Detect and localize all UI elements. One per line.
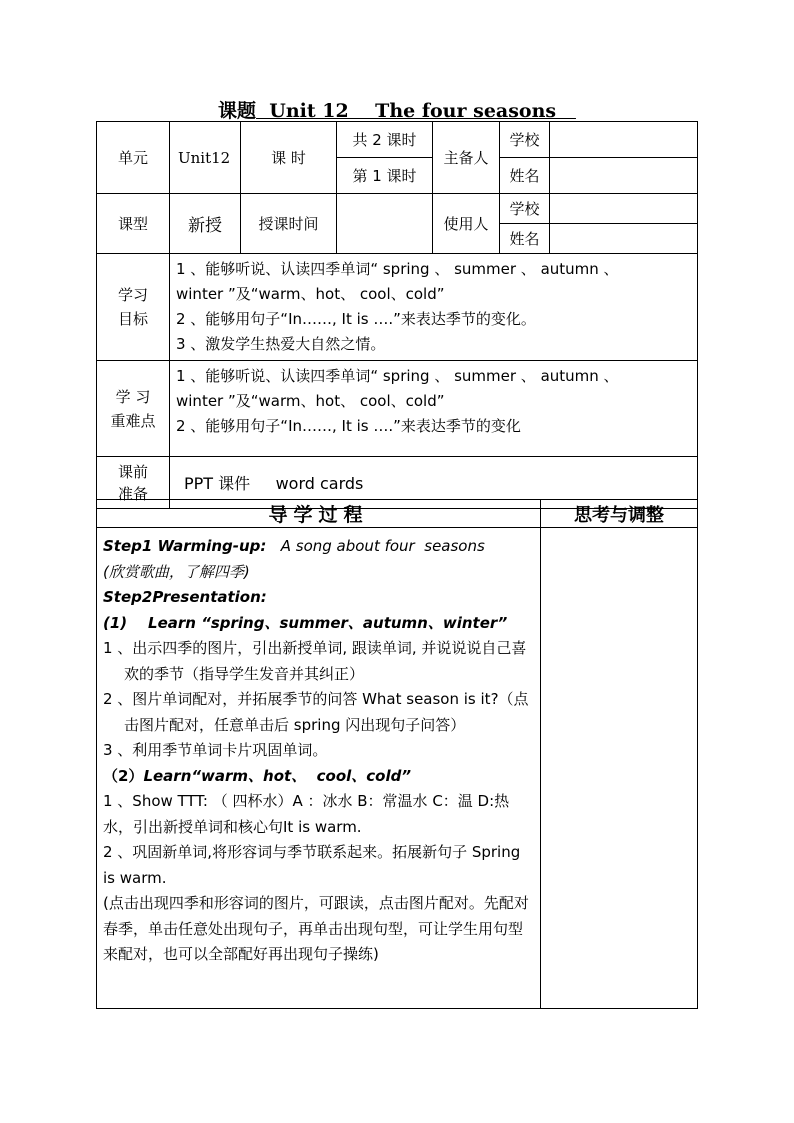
objective-line: 3 、激发学生热爱大自然之情。 bbox=[176, 335, 386, 353]
keypoint-line: winter ”及“warm、hot、 cool、cold” bbox=[176, 392, 445, 410]
process-item: (点击出现四季和形容词的图片，可跟读，点击图片配对。先配对春季，单击任意处出现句子，再单击出现句型，可让学生用句型来配对，也可以全部配好再出现句子操练) bbox=[103, 894, 529, 963]
current-hour: 第 1 课时 bbox=[337, 158, 433, 194]
name-label-2: 姓名 bbox=[500, 224, 550, 254]
user-label: 使用人 bbox=[433, 194, 500, 254]
objectives-label-2: 目标 bbox=[117, 310, 148, 328]
step1-note: (欣赏歌曲，了解四季) bbox=[103, 562, 250, 581]
process-content bbox=[97, 528, 541, 1009]
prep-value: PPT 课件 word cards bbox=[170, 457, 698, 509]
learn2-prefix: （2） bbox=[103, 766, 144, 785]
school-value-2[interactable] bbox=[550, 194, 698, 224]
page-title bbox=[0, 96, 794, 123]
step1-description: A song about four seasons bbox=[266, 537, 485, 555]
objectives-label-1: 学习 bbox=[117, 286, 148, 304]
process-item: 2 、图片单词配对，并拓展季节的问答 What season is it?（点击图片配对，任意单击后 spring 闪出现句子问答） bbox=[103, 690, 529, 734]
keypoints-label-1: 学 习 bbox=[115, 387, 151, 406]
teach-time-value[interactable] bbox=[337, 194, 433, 254]
prep-label-2: 准备 bbox=[117, 484, 148, 503]
info-table bbox=[96, 121, 698, 509]
step1-heading: Step1 Warming-up: bbox=[103, 537, 267, 555]
process-table bbox=[96, 499, 698, 1009]
step2-heading: Step2Presentation: bbox=[103, 588, 267, 606]
lead-teacher-label: 主备人 bbox=[433, 122, 500, 194]
process-header: 导学过程 bbox=[97, 500, 541, 528]
name-label-1: 姓名 bbox=[500, 158, 550, 194]
school-label-1: 学校 bbox=[500, 122, 550, 158]
objective-line: 2 、能够用句子“In……, It is ….”来表达季节的变化。 bbox=[176, 310, 536, 328]
objective-line: 1 、能够听说、认读四季单词“ spring 、 summer 、 autumn 、 bbox=[176, 260, 619, 278]
unit-value: Unit12 bbox=[170, 122, 241, 194]
hours-label: 课 时 bbox=[241, 122, 337, 194]
type-label: 课型 bbox=[97, 194, 170, 254]
teach-time-label: 授课时间 bbox=[241, 194, 337, 254]
type-value: 新授 bbox=[170, 194, 241, 254]
process-item: 2 、巩固新单词,将形容词与季节联系起来。拓展新句子 Spring is warm. bbox=[103, 843, 521, 887]
school-label-2: 学校 bbox=[500, 194, 550, 224]
process-item: 1 、出示四季的图片，引出新授单词, 跟读单词, 并说说说自己喜欢的季节（指导学生发音并其纠正） bbox=[103, 639, 527, 683]
title-prefix: 课题 bbox=[218, 100, 257, 122]
objective-line: winter ”及“warm、hot、 cool、cold” bbox=[176, 285, 445, 303]
process-item: 1 、Show TTT: （ 四杯水）A ：冰水 B：常温水 C：温 D:热水，引出新授单词和核心句It is warm. bbox=[103, 792, 510, 836]
learn2-heading: Learn“warm、hot、 cool、cold” bbox=[143, 766, 412, 785]
process-item: 3 、利用季节单词卡片巩固单词。 bbox=[103, 741, 328, 759]
keypoints-cell bbox=[170, 361, 698, 457]
keypoints-label-2: 重难点 bbox=[110, 411, 156, 430]
objectives-label bbox=[97, 254, 170, 361]
prep-label-1: 课前 bbox=[117, 462, 148, 481]
keypoint-line: 2 、能够用句子“In……, It is ….”来表达季节的变化 bbox=[176, 417, 521, 435]
title-underlined: Unit 12 The four seasons bbox=[256, 100, 576, 122]
total-hours: 共 2 课时 bbox=[337, 122, 433, 158]
name-value-1[interactable] bbox=[550, 158, 698, 194]
learn1-heading: (1) Learn “spring、summer、autumn、winter” bbox=[103, 613, 508, 632]
unit-label: 单元 bbox=[97, 122, 170, 194]
adjust-header: 思考与调整 bbox=[541, 500, 698, 528]
name-value-2[interactable] bbox=[550, 224, 698, 254]
objectives-cell bbox=[170, 254, 698, 361]
keypoint-line: 1 、能够听说、认读四季单词“ spring 、 summer 、 autumn 、 bbox=[176, 367, 619, 385]
adjust-content[interactable] bbox=[541, 528, 698, 1009]
school-value-1[interactable] bbox=[550, 122, 698, 158]
keypoints-label bbox=[97, 361, 170, 457]
